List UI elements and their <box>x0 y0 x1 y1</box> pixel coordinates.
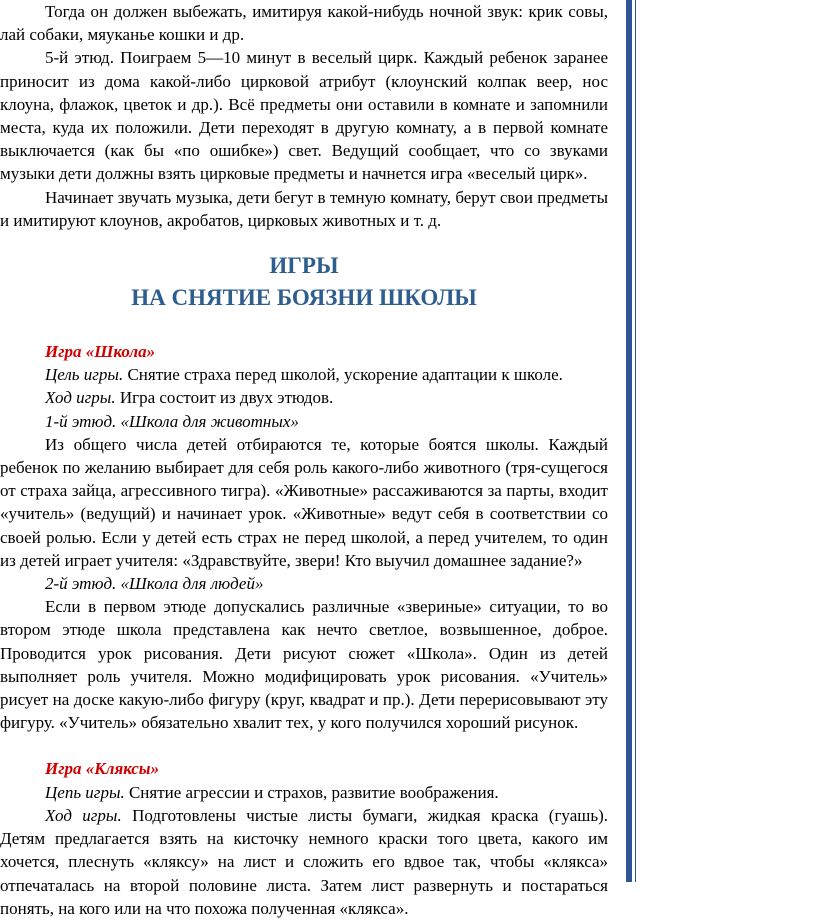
goal-text: Снятие агрессии и страхов, развитие воображения. <box>124 782 499 802</box>
goal-label: Цепь игры. <box>45 782 125 802</box>
goal-label: Цель игры. <box>45 365 124 385</box>
paragraph: Начинает звучать музыка, дети бегут в темную комнату, берут свои предметы и имитируют клоунов, акробатов, цирковых животных и т. д. <box>0 187 608 230</box>
goal-text: Снятие страха перед школой, ускорение адаптации к школе. <box>123 365 563 385</box>
etude-text: Если в первом этюде допускались различные «звериные» ситуации, то во втором этюде школа представлена как нечто светлое, возвышенное, доброе. Проводится урок рисования. Дети рисуют сюжет «Школа». Один из детей выполняет роль учителя. Можно модифицировать урок рисования. «Учитель» рисует на доске какую-либо фигуру (круг, квадрат и пр.). Дети перерисовывают эту фигуру. «Учитель» обязательно хвалит тех, у кого получился хороший рисунок. <box>0 597 608 733</box>
game-course <box>0 386 608 409</box>
game-goal <box>0 781 608 804</box>
paragraph: 5-й этюд. Поиграем 5—10 минут в веселый цирк. Каждый ребенок заранее приносит из дома какой-либо цирковой атрибут (клоунский колпак веер, нос клоуна, флажок, цветок и др.). Всё предметы они оставили в комнате и запомнили места, куда их положили. Дети переходят в другую комнату, а в первой комнате выключается (как бы «по ошибке») свет. Ведущий сообщает, что со звуками музыки дети должны взять цирковые предметы и начнется игра «веселый цирк». <box>0 48 608 184</box>
course-text: Подготовлены чистые листы бумаги, жидкая краска (гуашь). Детям предлагается взять на кисточку немного краски того цвета, какого им хочется, плеснуть «кляксу» на лист и сложить его вдвое так, чтобы «клякса» отпечаталась на второй половине листа. Затем лист развернуть и постараться понять, на кого или на что похожа полученная «клякса». <box>0 805 608 918</box>
game-course <box>0 804 608 920</box>
section-title: ИГРЫ <box>269 253 339 279</box>
course-label: Ход игры. <box>45 388 116 408</box>
etude-title: 2-й этюд. «Школа для людей» <box>45 574 264 594</box>
game-goal <box>0 363 608 386</box>
etude-title: 1-й этюд. «Школа для животных» <box>45 411 299 431</box>
page-border-rule-thin <box>635 0 636 882</box>
etude-text: Из общего числа детей отбираются те, которые боятся школы. Каждый ребенок по желанию выбирает для себя роль какого-либо животного (тря-сущегося от страха зайца, агрессивного тигра). «Животные» рассаживаются за парты, входит «учитель» (ведущий) и начинает урок. «Животные» ведут себя в соответствии со своей ролью. Если у детей есть страх не перед школой, а перед учителем, то один из детей играет учителя: «Здравствуйте, звери! Кто выучил домашнее задание?» <box>0 434 608 570</box>
course-label: Ход игры. <box>45 805 122 825</box>
course-text: Игра состоит из двух этюдов. <box>115 388 334 408</box>
section-subtitle: НА СНЯТИЕ БОЯЗНИ ШКОЛЫ <box>131 285 477 311</box>
paragraph: Тогда он должен выбежать, имитируя какой-нибудь ночной звук: крик совы, лай собаки, мяуканье кошки и др. <box>0 2 608 45</box>
game-title: Игра «Кляксы» <box>45 759 160 779</box>
game-title: Игра «Школа» <box>45 342 156 362</box>
page-border-rule <box>626 0 632 882</box>
